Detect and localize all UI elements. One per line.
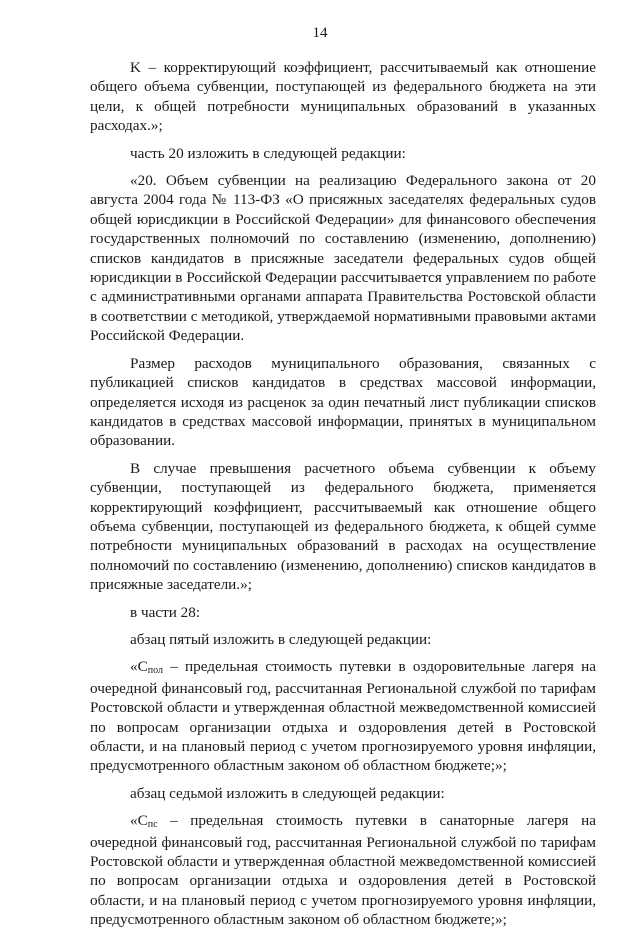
definition-text: – предельная стоимость путевки в оздоровительные лагеря на очередной финансовый год, рассчитанная Региональной службой по тарифам Ростовской области и утвержденная областной межведомственной комиссией по вопросам организации отдыха и оздоровления детей в Ростовской области, и на плановый период с учетом прогнозируемого уровня инфляции, предусмотренного областным законом об областном бюджете;»;	[90, 658, 596, 775]
definition-text: – предельная стоимость путевки в санаторные лагеря на очередной финансовый год, рассчитанная Региональной службой по тарифам Ростовской области и утвержденная областной межведомственной комиссией по вопросам организации отдыха и оздоровления детей в Ростовской области, и на плановый период с учетом прогнозируемого уровня инфляции, предусмотренного областным законом об областном бюджете;»;	[90, 812, 596, 929]
paragraph-part-20-text: «20. Объем субвенции на реализацию Федерального закона от 20 августа 2004 года № 113-ФЗ «О присяжных заседателях федеральных судов общей юрисдикции в Российской Федерации» для финансового обеспечения государственных полномочий по составлению (изменению, дополнению) списков кандидатов в присяжные заседатели федеральных судов общей юрисдикции в Российской Федерации рассчитывается управлением по работе с административными органами аппарата Правительства Ростовской области в соответствии с методикой, утверждаемой нормативными правовыми актами Российской Федерации.	[90, 172, 596, 345]
document-body	[90, 58, 596, 938]
paragraph-correction-case: В случае превышения расчетного объема субвенции к объему субвенции, поступающей из федерального бюджета, применяется корректирующий коэффициент, рассчитываемый как отношение общего объема субвенции, поступающей из федерального бюджета, к общей сумме потребности муниципальных образований в расходах на осуществление полномочий по составлению (изменению, дополнению) списков кандидатов в присяжные заседатели.»;	[90, 459, 596, 594]
formula-symbol: «C	[130, 658, 148, 676]
paragraph-c-pol-definition	[90, 657, 596, 775]
paragraph-part-28-intro: в части 28:	[130, 603, 201, 621]
formula-subscript: пол	[147, 665, 163, 677]
paragraph-c-ps-definition	[90, 811, 596, 929]
page-number: 14	[312, 25, 328, 41]
formula-subscript: пс	[147, 819, 158, 831]
formula-symbol: «C	[130, 812, 148, 830]
paragraph-fifth-subparagraph-intro: абзац пятый изложить в следующей редакции:	[130, 630, 432, 648]
paragraph-k-coefficient: K – корректирующий коэффициент, рассчитываемый как отношение общего объема субвенции, поступающей из федерального бюджета на эти цели, к общей потребности муниципальных образований в указанных расходах.»;	[90, 59, 596, 135]
paragraph-seventh-subparagraph-intro: абзац седьмой изложить в следующей редакции:	[130, 784, 445, 802]
paragraph-part-20-intro: часть 20 изложить в следующей редакции:	[130, 144, 406, 162]
paragraph-publication-costs: Размер расходов муниципального образования, связанных с публикацией списков кандидатов в средствах массовой информации, определяется исходя из расценок за один печатный лист публикации списков кандидатов в средствах массовой информации, принятых в муниципальном образовании.	[90, 354, 596, 450]
